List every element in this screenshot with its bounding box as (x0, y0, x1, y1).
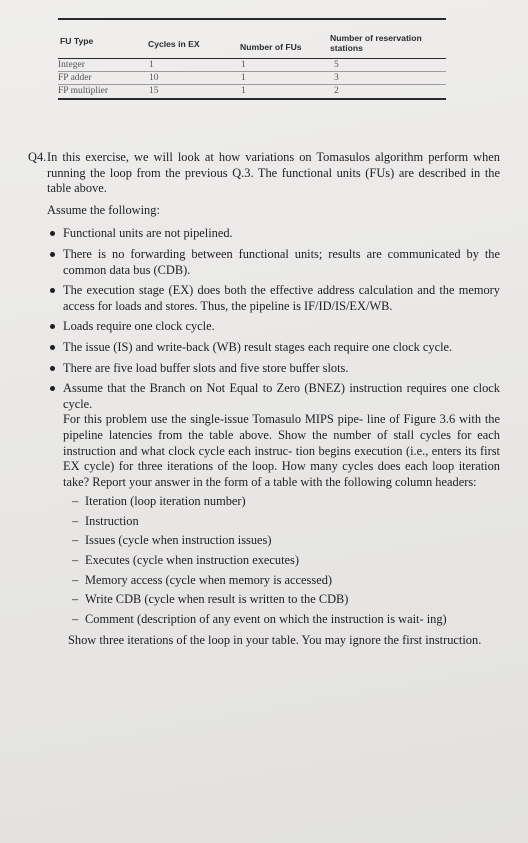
list-item (72, 494, 500, 510)
problem-statement: For this problem use the single-issue Tomasulo MIPS pipe- line of Figure 3.6 with the pipeline latencies from the table above. Show the number of stall cycles for each instruction and what clock cycle each instruc- tion begins execution (i.e., enters its first EX cycle) for three iterations of the loop. How many cycles does each loop iteration take? Report your answer in the form of a table with the following column headers: (63, 412, 500, 489)
cell-cycles: 1 (149, 60, 154, 70)
table-row (58, 59, 446, 72)
list-item (72, 513, 500, 530)
list-item (63, 283, 500, 314)
table-header (58, 20, 446, 56)
column-header-text: Memory access (cycle when memory is accessed) (85, 572, 333, 587)
assumption-text: There are five load buffer slots and five store buffer slots. (63, 360, 349, 375)
assumption-list (28, 226, 500, 627)
list-item (63, 381, 500, 627)
dash-icon: – (72, 611, 79, 626)
bullet-icon (50, 345, 55, 350)
cell-cycles: 15 (149, 86, 159, 96)
table-body (58, 59, 446, 97)
dash-icon: – (72, 572, 79, 587)
assumption-text: Loads require one clock cycle. (63, 319, 215, 334)
cell-num-fus: 1 (241, 60, 246, 70)
column-header-text: Executes (cycle when instruction executes) (85, 553, 299, 568)
assumption-text: The execution stage (EX) does both the effective address calculation and the memory access for loads and stores. Thus, the pipeline is IF/ID/IS/EX/WB. (63, 283, 500, 313)
column-header-text: Comment (description of any event on which the instruction is wait- ing) (85, 611, 447, 626)
header-fu-type: FU Type (60, 36, 94, 46)
question-number: Q4. (28, 150, 47, 164)
dash-icon: – (72, 533, 79, 548)
question-intro-text: In this exercise, we will look at how variations on Tomasulos algorithm perform when running the loop from the previous Q.3. The functional units (FUs) are described in the table above. (47, 150, 500, 196)
cell-num-fus: 1 (241, 73, 246, 83)
bullet-icon (50, 324, 55, 329)
table-row (58, 85, 446, 97)
list-item (63, 226, 500, 242)
header-num-fus: Number of FUs (240, 42, 302, 52)
column-header-text: Instruction (85, 513, 139, 528)
question-intro (28, 150, 500, 197)
header-reservation-stations: Number of reservation stations (330, 33, 422, 53)
bullet-icon (50, 252, 55, 257)
list-item (63, 247, 500, 278)
column-header-text: Issues (cycle when instruction issues) (85, 533, 272, 548)
list-item (72, 533, 500, 549)
cell-num-fus: 1 (241, 86, 246, 96)
table-bottom-rule (58, 98, 446, 100)
bullet-icon (50, 366, 55, 371)
dash-icon: – (72, 494, 79, 509)
cell-fu-type: FP adder (58, 73, 92, 83)
header-cycles: Cycles in EX (148, 39, 200, 49)
dash-icon: – (72, 513, 79, 528)
list-item (72, 572, 500, 589)
question-body (28, 150, 500, 649)
table-row (58, 72, 446, 85)
assumption-text: Functional units are not pipelined. (63, 226, 233, 241)
fu-table (58, 18, 446, 100)
cell-reservation: 2 (334, 86, 339, 96)
bullet-icon (50, 288, 55, 293)
column-header-text: Write CDB (cycle when result is written to the CDB) (85, 592, 349, 607)
bullet-icon (50, 231, 55, 236)
list-item (72, 592, 500, 608)
assumption-text: The issue (IS) and write-back (WB) result stages each require one clock cycle. (63, 339, 453, 354)
dash-icon: – (72, 592, 79, 607)
column-header-text: Iteration (loop iteration number) (85, 494, 246, 509)
assume-heading: Assume the following: (47, 202, 160, 217)
dash-icon: – (72, 553, 79, 568)
column-header-list (63, 494, 500, 627)
assumption-text: There is no forwarding between functional units; results are communicated by the common data bus (CDB). (63, 246, 500, 277)
list-item (63, 340, 500, 356)
cell-reservation: 3 (334, 73, 339, 83)
assumption-text: Assume that the Branch on Not Equal to Zero (BNEZ) instruction requires one clock cycle. (63, 381, 500, 411)
cell-fu-type: Integer (58, 60, 85, 70)
list-item (63, 361, 500, 377)
closing-instruction: Show three iterations of the loop in your table. You may ignore the first instruction. (68, 633, 482, 648)
cell-fu-type: FP multiplier (58, 86, 109, 96)
bullet-icon (50, 386, 55, 391)
list-item (63, 319, 500, 335)
cell-reservation: 5 (334, 60, 339, 70)
list-item (72, 553, 500, 569)
list-item (72, 611, 500, 628)
cell-cycles: 10 (149, 73, 159, 83)
